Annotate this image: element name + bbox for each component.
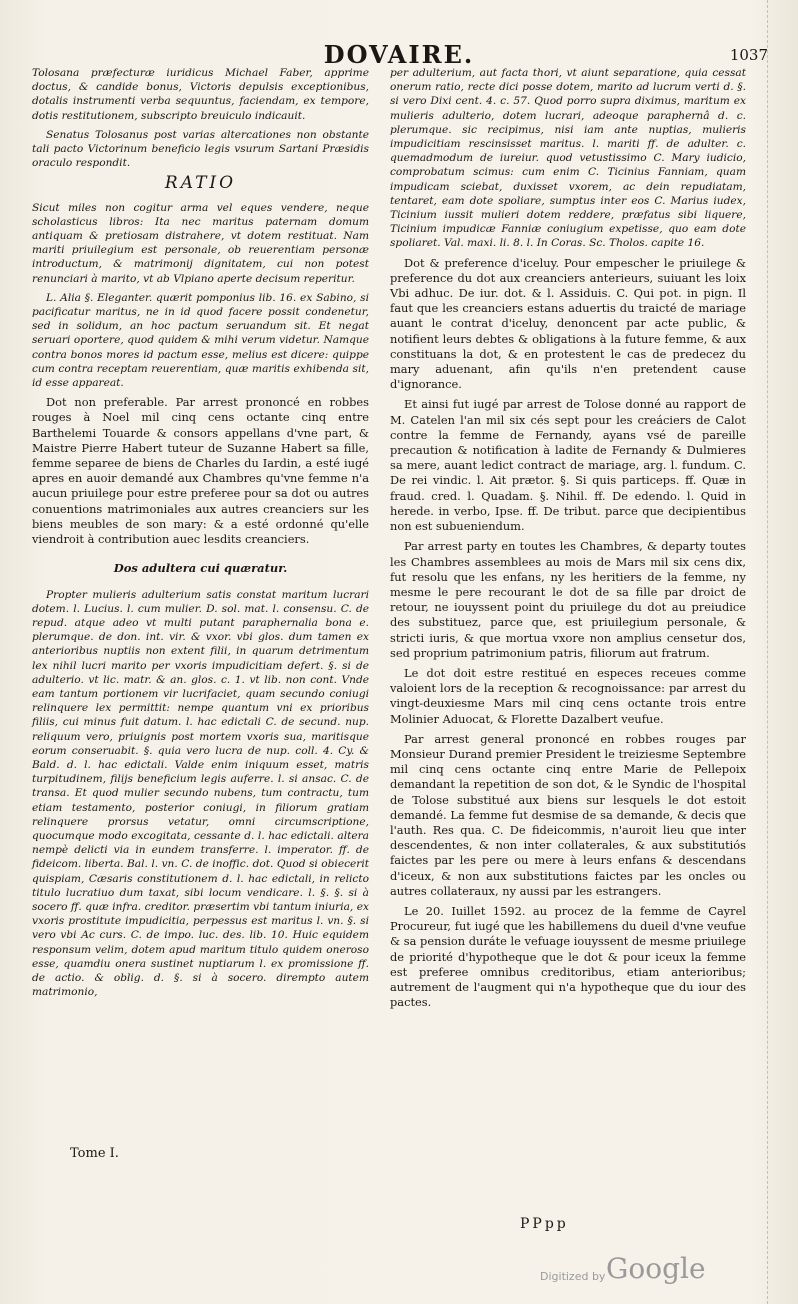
paragraph: Par arrest general prononcé en robbes rouges par Monsieur Durand premier President le treiziesme Septembre mil cinq cens octante cinq entre Marie de Pellepoix demandant la repetition de son dot, & le Syndic de l'hospital de Tolose substitué aux biens sur lesquels le dot estoit demandé. La femme fut desmise de sa demande, & decis que l'auth. Res qua. C. De fideicommis, n'auroit lieu que inter descendentes, & non inter collaterales, & aux substitutiós faictes par les pere ou mere à leurs enfans & descendans d'iceux, & non aux substitutions faictes par les oncles ou autres collateraux, ny aussi par les estrangers.: [390, 731, 746, 898]
tome-label: Tome I.: [70, 1146, 119, 1161]
paragraph: Et ainsi fut iugé par arrest de Tolose donné au rapport de M. Catelen l'an mil six cés sept pour les creáciers de Calot contre la femme de Fernandy, ayans vsé de pareille precaution & notification à ladite de Fernandy & Dulmieres sa mere, auant ledict contract de mariage, arg. l. fundum. C. De rei vindic. l. Ait prætor. §. Si quis particeps. ff. Quæ in fraud. cred. l. Quadam. §. Nihil. ff. De edendo. l. Quid in herede. in verbo, Ipse. ff. De tribut. parce que decipientibus non est subueniendum.: [390, 397, 746, 534]
paragraph: Senatus Tolosanus post varias altercationes non obstante tali pacto Victorinum beneficio legis vsurum Sartani Præsidis oraculo respondit.: [32, 128, 369, 170]
page-edge: [767, 0, 790, 1304]
page-number: 1037: [729, 46, 768, 64]
watermark-prefix: Digitized by: [540, 1270, 606, 1283]
digitization-watermark: [540, 1252, 780, 1292]
paragraph: Par arrest party en toutes les Chambres, & departy toutes les Chambres assemblees au mois de Mars mil six cens dix, fut resolu que les enfans, ny les heritiers de la femme, ny mesme le pere recourant le dot de sa fille par droict de retour, ne iouyssent point du priuilege du dot au preiudice des substituez, parce que, est priuilegium personale, & stricti iuris, & que mortua vxore non amplius censetur dos, sed proprium patrimonium patris, filiorum aut fratrum.: [390, 539, 746, 660]
paragraph: Dot non preferable. Par arrest prononcé en robbes rouges à Noel mil cinq cens octante cinq entre Barthelemi Touarde & consors appellans d'vne part, & Maistre Pierre Habert tuteur de Suzanne Habert sa fille, femme separee de biens de Charles du Iardin, a esté iugé apres en auoir demandé aux Chambres qu'vne femme n'a aucun priuilege pour estre preferee pour sa dot ou autres conuentions matrimoniales aux autres creanciers sur les biens meubles de son mary: & a esté ordonné qu'elle viendroit à contribution auec lesdits creanciers.: [32, 395, 369, 547]
left-column: [32, 66, 369, 1004]
right-column: [390, 66, 746, 1015]
paragraph: per adulterium, aut facta thori, vt aiunt separatione, quia cessat onerum ratio, recte dici posse dotem, marito ad lucrum verti d. §. si vero Dixi cent. 4. c. 57. Quod porro supra diximus, maritum ex mulieris adulterio, dotem lucrari, adeoque paraphernâ d. c. plerumque. sic recipimus, nisi iam ante nuptias, mulieris impudicitiam rescinsisset maritus. l. mariti ff. de adulter. c. quemadmodum de iureiur. quod vetustissimo C. Mary iudicio, comprobatum scimus: cum enim C. Ticinius Fanniam, quam impudicam sciebat, duxisset vxorem, ac dein repudiatam, tentaret, eam dote spoliare, sumptus inter eos C. Marius iudex, Ticinium iussit mulieri dotem reddere, præfatus sibi liquere, Ticinium impudicæ Fanniæ coniugium expetisse, quo eam dote spoliaret. Val. maxi. li. 8. l. In Coras. Sc. Tholos. capite 16.: [390, 67, 746, 250]
paragraph: Le dot doit estre restitué en especes receues comme valoient lors de la reception & recognoissance: par arrest du vingt-deuxiesme Mars mil cinq cens octante trois entre Molinier Aduocat, & Florette Dazalbert veufue.: [390, 665, 746, 726]
paragraph: Le 20. Iuillet 1592. au procez de la femme de Cayrel Procureur, fut iugé que les habillemens du dueil d'vne veufue & sa pension duráte le vefuage iouyssent de mesme priuilege de priorité d'hypotheque que le dot & pour iceux la femme est preferee omnibus creditoribus, etiam anterioribus; autrement de l'augment qui n'a hypotheque que du iour des pactes.: [390, 903, 746, 1010]
signature-mark: PPpp: [520, 1216, 569, 1232]
paragraph: Tolosana præfecturæ iuridicus Michael Faber, apprime doctus, & candide bonus, Victoris depulsis exceptionibus, dotalis instrumenti verba sequuntus, faciendam, ex tempore, dotis restitutionem, subscripto breuiculo indicauit.: [32, 67, 369, 122]
paragraph: L. Alia §. Eleganter. quærit pomponius lib. 16. ex Sabino, si pacificatur maritus, ne in id quod facere possit condenetur, sed in solidum, an hoc pactum seruandum sit. Et negat seruari oportere, quod quidem & mihi verum videtur. Namque contra bonos mores id pactum esse, melius est dicere: quippe cum contra receptam reuerentiam, quæ maritis exhibenda sit, id esse appareat.: [32, 291, 369, 390]
paragraph: Dot & preference d'iceluy. Pour empescher le priuilege & preference du dot aux creanciers anterieurs, suiuant les loix Vbi adhuc. De iur. dot. & l. Assiduis. C. Qui pot. in pign. Il faut que les creanciers estans aduertis du traicté de mariage auant le contrat d'iceluy, denoncent par acte public, & notifient leurs debtes & obligations à la future femme, & aux constituans la dot, & en protestent le cas de predecez du mary aduenant, afin qu'ils n'en pretendent cause d'ignorance.: [390, 255, 746, 392]
paragraph: Sicut miles non cogitur arma vel eques vendere, neque scholasticus libros: Ita nec maritus paternam domum antiquam & pretiosam distrahere, vt dotem restituat. Nam mariti priuilegium est personale, ob reuerentiam personæ introductum, & matrimonij dignitatem, cui non potest renunciari à marito, vt ab Vlpiano aperte decisum reperitur.: [32, 201, 369, 285]
section-heading: Dos adultera cui quæratur.: [113, 561, 288, 576]
section-heading: RATIO: [164, 173, 237, 194]
page-title: DOVAIRE.: [323, 40, 475, 69]
paragraph: Propter mulieris adulterium satis constat maritum lucrari dotem. l. Lucius. l. cum mulier. D. sol. mat. l. consensu. C. de repud. atque adeo vt multi putant paraphernalia bona e. plerumque. de don. int. vir. & vxor. vbi glos. dum tamen ex anterioribus nuptiis non extent filii, in quarum detrimentum lex nihil lucri marito per vxoris impudicitiam defert. §. si de adulterio. vt lic. matr. & an. glos. c. 1. vt lib. non cont. Vnde eam tantum portionem vir lucrifaciet, quam secundo coniugi relinquere lex permittit: nempe quantum vni ex prioribus filiis, cui minus fuit datum. l. hac edictali C. de secund. nup. reliquum vero, priuignis post mortem vxoris sua, maritisque eorum conseruabit. §. quia vero lucra de nup. coll. 4. Cy. & Bald. d. l. hac edictali. Valde enim iniquum esset, matris turpitudinem, filijs beneficium legis auferre. l. si ansac. C. de transa. Et quod mulier secundo nubens, tum contractu, tum etiam testamento, posterior coniugi, in filiorum gratiam relinquere prorsus vetatur, omni circumscriptione, quocumque modo excogitata, cessante d. l. hac edictali. altera nempè delicti via in eundem transferre. l. imperator. ff. de fideicom. liberta. Bal. l. vn. C. de inoffic. dot. Quod si obiecerit quispiam, Cæsaris constitutionem d. l. hac edictali, in relicto titulo lucratiuo dum taxat, sibi locum vendicare. l. §. §. si à socero ff. quæ infra. creditor. præsertim vbi tantum iniuria, ex vxoris prostitute impudicitia, perpessus est maritus l. vn. §. si vero vbi Ac curs. C. de impo. luc. des. lib. 10. Huic equidem responsum velim, dotem apud maritum titulo quidem oneroso esse, quamdiu onera sustinet nuptiarum l. ex promissione ff. de actio. & oblig. d. §. si à socero. dirempto autem matrimonio,: [32, 588, 369, 999]
google-logo: Google: [606, 1252, 706, 1285]
